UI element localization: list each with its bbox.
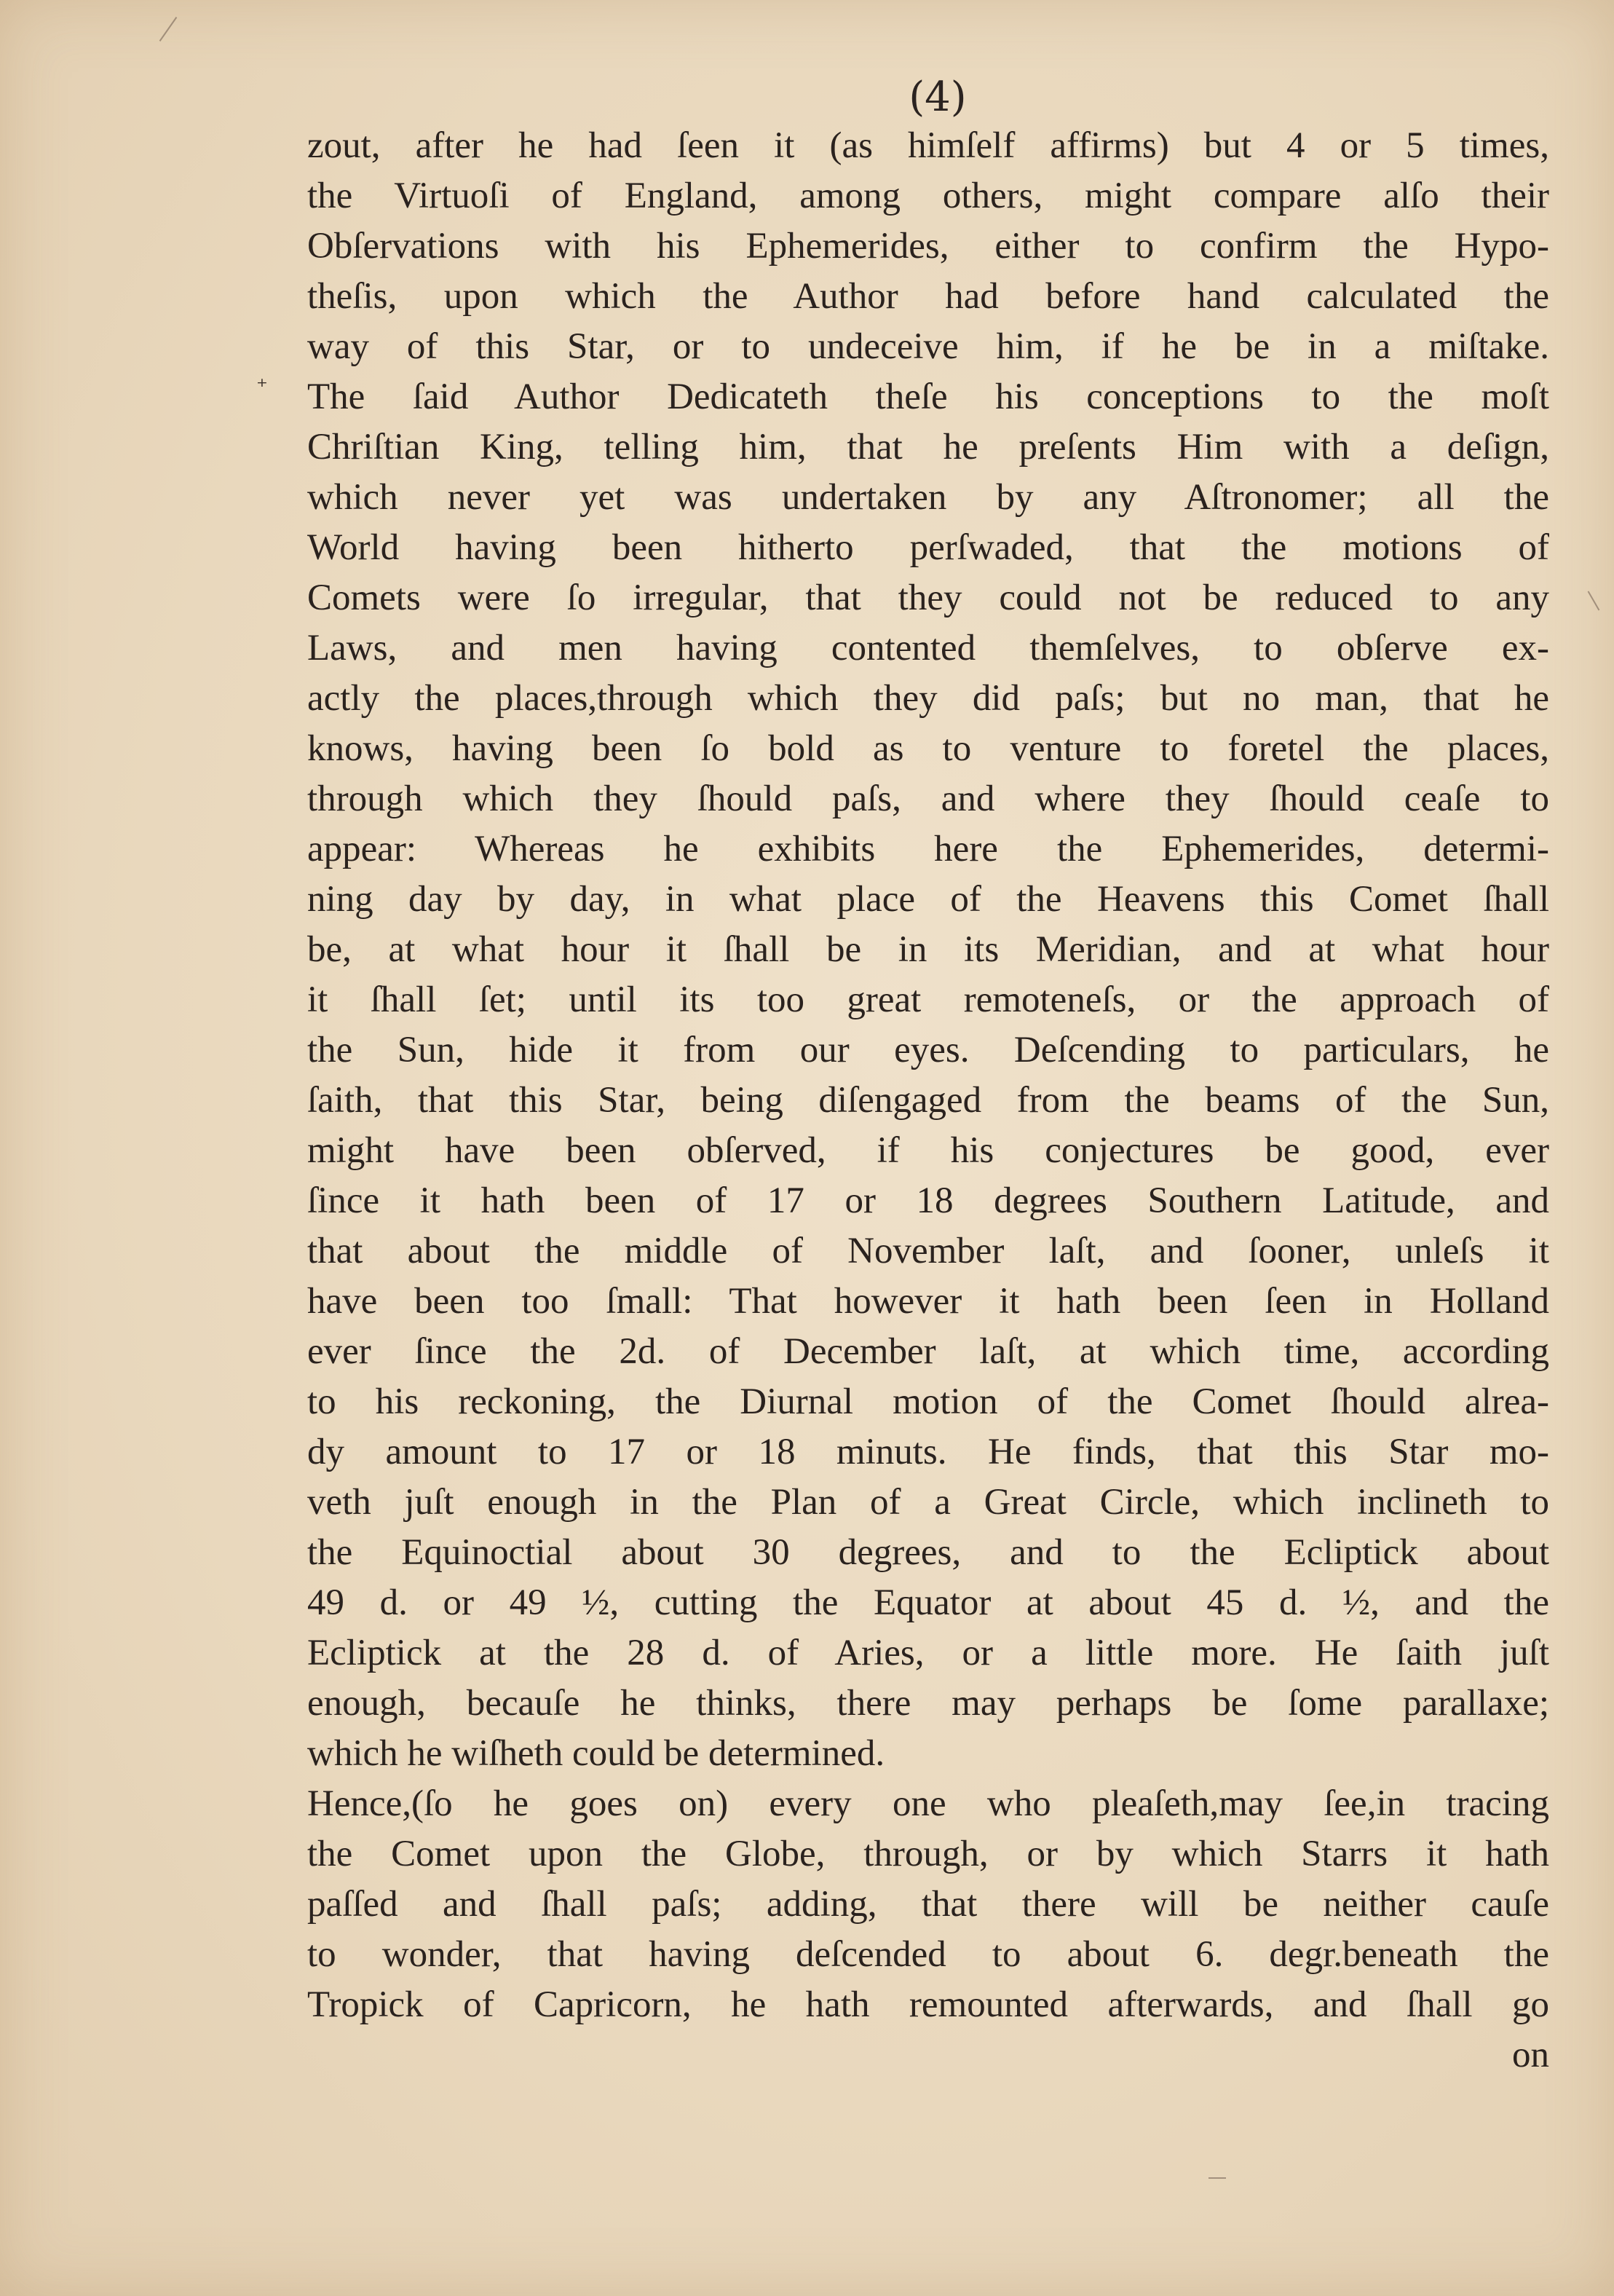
text-line: World having been hitherto perſwaded, that the motions of bbox=[307, 527, 1549, 568]
text-line: be, at what hour it ſhall be in its Meridian, and at what hour bbox=[307, 929, 1549, 970]
catchword: on bbox=[1512, 2035, 1549, 2075]
text-line: the Comet upon the Globe, through, or by which Starrs it hath bbox=[307, 1834, 1549, 1874]
text-line: theſis, upon which the Author had before hand calculated the bbox=[307, 276, 1549, 317]
text-line: Laws, and men having contented themſelves, to obſerve ex- bbox=[307, 628, 1549, 668]
text-line: ever ſince the 2d. of December laſt, at which time, according bbox=[307, 1331, 1549, 1372]
margin-stroke-bottom bbox=[1208, 2177, 1226, 2179]
text-line: Hence,(ſo he goes on) every one who pleaſeth,may ſee,in tracing bbox=[307, 1783, 1549, 1824]
text-line: knows, having been ſo bold as to venture to foretel the places, bbox=[307, 728, 1549, 769]
text-line: ning day by day, in what place of the Heavens this Comet ſhall bbox=[307, 879, 1549, 920]
body-text bbox=[307, 121, 1549, 2080]
text-line: have been too ſmall: That however it hath been ſeen in Holland bbox=[307, 1281, 1549, 1322]
text-line: Comets were ſo irregular, that they could not be reduced to any bbox=[307, 577, 1549, 618]
text-line: it ſhall ſet; until its too great remoteneſs, or the approach of bbox=[307, 979, 1549, 1020]
text-line: Ecliptick at the 28 d. of Aries, or a little more. He ſaith juſt bbox=[307, 1633, 1549, 1673]
text-line: appear: Whereas he exhibits here the Ephemerides, determi- bbox=[307, 829, 1549, 869]
text-line: Tropick of Capricorn, he hath remounted afterwards, and ſhall go bbox=[307, 1984, 1549, 2025]
text-line: might have been obſerved, if his conjectures be good, ever bbox=[307, 1130, 1549, 1171]
text-line: enough, becauſe he thinks, there may perhaps be ſome parallaxe; bbox=[307, 1683, 1549, 1724]
paragraph-end-line: which he wiſheth could be determined. bbox=[307, 1733, 885, 1774]
text-line: through which they ſhould paſs, and where they ſhould ceaſe to bbox=[307, 778, 1549, 819]
text-line: 49 d. or 49 ½, cutting the Equator at about 45 d. ½, and the bbox=[307, 1582, 1549, 1623]
text-line: veth juſt enough in the Plan of a Great Circle, which inclineth to bbox=[307, 1482, 1549, 1523]
text-line: ſince it hath been of 17 or 18 degrees Southern Latitude, and bbox=[307, 1180, 1549, 1221]
margin-stroke-top bbox=[159, 17, 178, 42]
text-line: Chriſtian King, telling him, that he preſents Him with a deſign, bbox=[307, 427, 1549, 468]
text-line: to his reckoning, the Diurnal motion of the Comet ſhould alrea- bbox=[307, 1381, 1549, 1422]
page-number: (4) bbox=[909, 74, 967, 121]
text-line: which never yet was undertaken by any Aſtronomer; all the bbox=[307, 477, 1549, 518]
text-line: The ſaid Author Dedicateth theſe his conceptions to the moſt bbox=[307, 376, 1549, 417]
margin-star-mark: ⁺ bbox=[256, 374, 268, 400]
text-line: zout, after he had ſeen it (as himſelf affirms) but 4 or 5 times, bbox=[307, 125, 1549, 166]
text-line: the Equinoctial about 30 degrees, and to the Ecliptick about bbox=[307, 1532, 1549, 1573]
text-line: way of this Star, or to undeceive him, if he be in a miſtake. bbox=[307, 326, 1549, 367]
text-line: actly the places,through which they did paſs; but no man, that he bbox=[307, 678, 1549, 719]
text-line: paſſed and ſhall paſs; adding, that there will be neither cauſe bbox=[307, 1884, 1549, 1925]
text-line: to wonder, that having deſcended to about 6. degr.beneath the bbox=[307, 1934, 1549, 1975]
text-line: ſaith, that this Star, being diſengaged from the beams of the Sun, bbox=[307, 1080, 1549, 1121]
text-line: that about the middle of November laſt, and ſooner, unleſs it bbox=[307, 1231, 1549, 1271]
text-line: the Sun, hide it from our eyes. Deſcending to particulars, he bbox=[307, 1030, 1549, 1070]
text-line: the Virtuoſi of England, among others, might compare alſo their bbox=[307, 175, 1549, 216]
margin-stroke-right bbox=[1588, 591, 1600, 611]
text-line: Obſervations with his Ephemerides, either to confirm the Hypo- bbox=[307, 226, 1549, 267]
text-line: dy amount to 17 or 18 minuts. He finds, that this Star mo- bbox=[307, 1432, 1549, 1472]
